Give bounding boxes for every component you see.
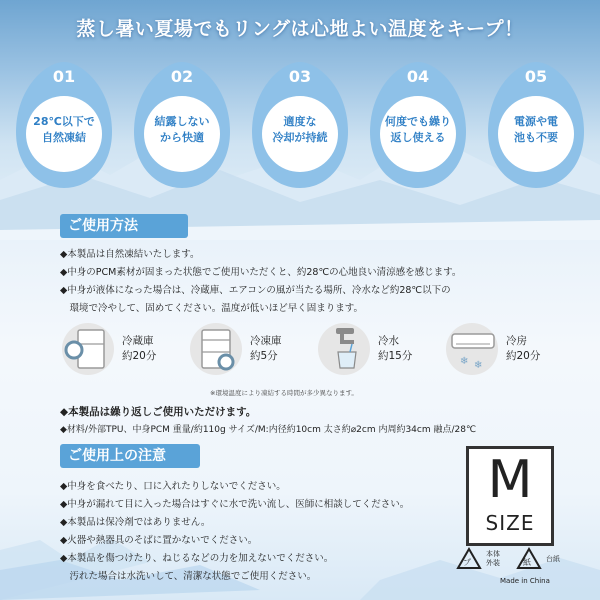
- usage-line: 環境で冷やして、固めてください。温度が低いほど早く固まります。: [60, 303, 364, 314]
- feature-number: 04: [406, 67, 430, 86]
- feature-item: [10, 58, 118, 198]
- feature-text: 電源や電 池も不要: [514, 115, 558, 144]
- caution-line: ◆火器や熱器具のそばに置かないでください。: [60, 535, 258, 546]
- spec-line: ◆材料/外部TPU、中身PCM 重量/約110g サイズ/M:内径約10cm 太さ約⌀2cm 内周約34cm 融点/28℃: [60, 425, 477, 435]
- cooling-methods: [60, 322, 560, 378]
- size-letter: M: [487, 450, 533, 510]
- feature-item: [482, 58, 590, 198]
- freezer-icon: [188, 322, 246, 376]
- caution-line: ◆中身を食べたり、口に入れたりしないでください。: [60, 481, 286, 492]
- svg-text:紙: 紙: [523, 558, 531, 567]
- usage-section-title: ご使用方法: [60, 214, 188, 238]
- cooling-method-item: [444, 322, 568, 378]
- feature-item: [128, 58, 236, 198]
- feature-text: 適度な 冷却が持続: [272, 115, 328, 144]
- plastic-recycle-icon: [454, 546, 484, 576]
- svg-text:❄: ❄: [474, 360, 483, 371]
- cooling-method-label: 冷水 約15分: [378, 335, 413, 362]
- cooling-method-label: 冷凍庫 約5分: [250, 335, 282, 362]
- caution-line: ◆本製品は保冷剤ではありません。: [60, 517, 211, 528]
- svg-text:❄: ❄: [460, 356, 469, 367]
- feature-text: 結露しない から快適: [154, 115, 210, 144]
- feature-number: 03: [288, 67, 312, 86]
- page-headline: 蒸し暑い夏場でもリングは心地よい温度をキープ！: [76, 18, 524, 40]
- cooling-method-label: 冷蔵庫 約20分: [122, 335, 157, 362]
- cooling-method-item: [60, 322, 184, 378]
- feature-item: [364, 58, 472, 198]
- feature-number: 05: [524, 67, 548, 86]
- made-in-label: Made in China: [500, 577, 550, 585]
- air-conditioner-icon: [444, 322, 502, 376]
- caution-line: ◆本製品を傷つけたり、ねじるなどの力を加えないでください。: [60, 553, 334, 564]
- usage-line: ◆本製品は自然凍結いたします。: [60, 249, 200, 260]
- caution-line: ◆中身が漏れて目に入った場合はすぐに水で洗い流し、医師に相談してください。: [60, 499, 410, 510]
- caution-line: 汚れた場合は水洗いして、清潔な状態でご使用ください。: [60, 571, 317, 582]
- feature-item: [246, 58, 354, 198]
- cooling-method-item: [188, 322, 312, 378]
- freezing-time-note: ※環境温度により凍結する時間が多少異なります。: [210, 389, 358, 397]
- feature-number: 01: [52, 67, 76, 86]
- feature-list: [10, 58, 590, 198]
- refrigerator-icon: [60, 322, 118, 376]
- caution-section-title: ご使用上の注意: [60, 444, 200, 468]
- water-faucet-icon: [316, 322, 374, 376]
- usage-line: ◆中身が液体になった場合は、冷蔵庫、エアコンの風が当たる場所、冷水など約28℃以下の: [60, 285, 451, 296]
- size-badge: [466, 446, 554, 546]
- cooling-method-item: [316, 322, 440, 378]
- plastic-recycle-label: 本体 外装: [486, 550, 500, 567]
- paper-recycle-icon: [514, 546, 544, 576]
- feature-number: 02: [170, 67, 194, 86]
- cooling-method-label: 冷房 約20分: [506, 335, 541, 362]
- paper-recycle-label: 台紙: [546, 555, 560, 563]
- feature-text: 28℃以下で 自然凍結: [33, 115, 95, 144]
- size-word: SIZE: [485, 511, 535, 535]
- usage-line: ◆中身のPCM素材が固まった状態でご使用いただくと、約28℃の心地良い清涼感を感じます。: [60, 267, 462, 278]
- feature-text: 何度でも繰り 返し使える: [385, 115, 451, 144]
- svg-text:プ: プ: [463, 558, 471, 567]
- reuse-line: ◆本製品は繰り返しご使用いただけます。: [60, 406, 257, 418]
